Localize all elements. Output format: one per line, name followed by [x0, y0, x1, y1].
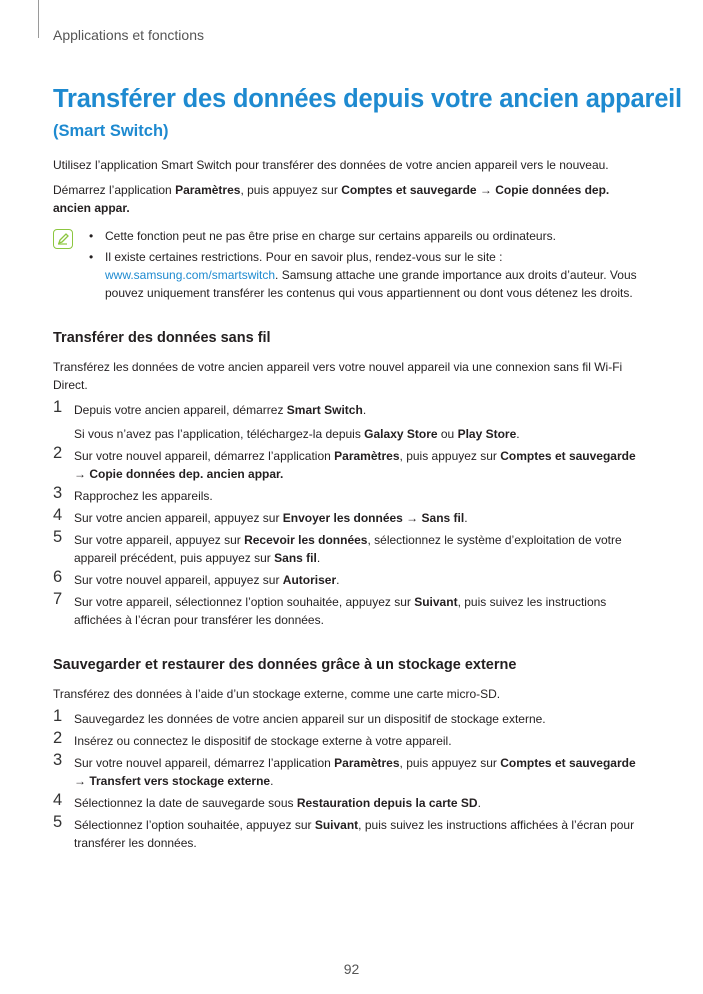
section-heading-external: Sauvegarder et restaurer des données grâce à un stockage externe — [53, 657, 517, 673]
step-number: 3 — [53, 751, 63, 769]
running-header: Applications et fonctions — [53, 27, 204, 43]
header-rule — [38, 0, 39, 38]
step-body — [74, 794, 650, 812]
intro-text: Démarrez l’application — [53, 183, 176, 197]
step-bold-text: Sans fil — [274, 551, 317, 565]
step-bold-text: Restauration depuis la carte SD — [296, 796, 478, 810]
step-bold-text: Autoriser — [282, 573, 337, 587]
step-text: Sur votre nouvel appareil, appuyez sur — [74, 573, 283, 587]
step-text: , sélectionnez le système d’exploitation de votre appareil précédent, puis appuyez sur — [74, 533, 622, 565]
step-text: . — [464, 511, 468, 525]
step-number: 4 — [53, 791, 63, 809]
section-intro-external: Transférez des données à l’aide d’un stockage externe, comme une carte micro-SD. — [53, 687, 501, 701]
step-number: 5 — [53, 528, 63, 546]
step-text: Sur votre appareil, appuyez sur — [74, 533, 245, 547]
step-bold-text: Paramètres — [334, 756, 400, 770]
step-item — [53, 813, 650, 852]
step-item — [53, 729, 650, 750]
step-text: Sélectionnez la date de sauvegarde sous — [74, 796, 297, 810]
step-number: 3 — [53, 484, 63, 502]
step-number: 4 — [53, 506, 63, 524]
step-bold-text: Comptes et sauvegarde → Transfert vers stockage externe — [74, 756, 636, 788]
step-item — [53, 590, 650, 629]
step-text: Sauvegardez les données de votre ancien appareil sur un dispositif de stockage externe. — [74, 712, 546, 726]
step-body — [74, 531, 650, 567]
intro-instructions — [53, 181, 650, 217]
step-number: 6 — [53, 568, 63, 586]
note-bullet: • Cette fonction peut ne pas être prise en charge sur certains appareils ou ordinateurs. — [89, 229, 556, 243]
step-bold-text: Suivant — [414, 595, 458, 609]
step-number: 1 — [53, 707, 63, 725]
note-text: Il existe certaines restrictions. Pour en savoir plus, rendez-vous sur le site : — [105, 250, 503, 264]
step-text: Sélectionnez l’option souhaitée, appuyez sur — [74, 818, 315, 832]
intro-bold-path: Comptes et sauvegarde → Copie données dep. ancien appar. — [53, 183, 610, 215]
step-text: Sur votre nouvel appareil, démarrez l’application — [74, 756, 335, 770]
step-item — [53, 444, 650, 483]
step-text: , puis appuyez sur — [399, 449, 501, 463]
step-bold-text: Envoyer les données → Sans fil — [282, 511, 465, 525]
step-number: 1 — [53, 398, 63, 416]
steps-list-wireless — [53, 398, 650, 629]
step-bold-text: Comptes et sauvegarde → Copie données dep. ancien appar. — [74, 449, 636, 481]
step-subtext — [74, 425, 650, 443]
step-number: 2 — [53, 444, 63, 462]
note-text: Cette fonction peut ne pas être prise en charge sur certains appareils ou ordinateurs. — [105, 229, 556, 243]
step-item — [53, 707, 650, 728]
step-text: ou — [437, 427, 458, 441]
step-text: Si vous n’avez pas l’application, téléchargez-la depuis — [74, 427, 365, 441]
step-text: Rapprochez les appareils. — [74, 489, 213, 503]
note-icon — [53, 229, 73, 249]
step-item — [53, 751, 650, 790]
step-text: . — [477, 796, 481, 810]
step-body — [74, 816, 650, 852]
steps-list-external — [53, 707, 650, 852]
intro-text: , puis appuyez sur — [240, 183, 342, 197]
step-text: , puis appuyez sur — [399, 756, 501, 770]
step-text: Sur votre nouvel appareil, démarrez l’application — [74, 449, 335, 463]
step-bold-text: Smart Switch — [286, 403, 363, 417]
step-body — [74, 732, 650, 750]
page-subtitle: (Smart Switch) — [53, 122, 169, 140]
section-intro-wireless: Transférez les données de votre ancien appareil vers votre nouvel appareil via une connexion sans fil Wi-Fi Direct. — [53, 360, 623, 392]
page-content — [53, 82, 682, 856]
step-bold-text: Suivant — [314, 818, 359, 832]
step-text: . — [316, 551, 321, 565]
section-heading-wireless: Transférer des données sans fil — [53, 330, 271, 346]
step-text: Insérez ou connectez le dispositif de stockage externe à votre appareil. — [74, 734, 452, 748]
step-number: 7 — [53, 590, 63, 608]
step-body — [74, 509, 650, 527]
step-number: 5 — [53, 813, 63, 831]
smartswitch-link[interactable]: www.samsung.com/smartswitch — [105, 268, 276, 282]
step-text: Sur votre appareil, sélectionnez l’option souhaitée, appuyez sur — [74, 595, 415, 609]
intro-bold-settings: Paramètres — [175, 183, 241, 197]
note-box — [53, 227, 650, 302]
step-text: . — [270, 774, 274, 788]
step-item — [53, 791, 650, 812]
step-item — [53, 506, 650, 527]
step-bold-text: Galaxy Store — [364, 427, 438, 441]
step-text: . — [362, 403, 367, 417]
step-bold-text: Recevoir les données — [244, 533, 368, 547]
step-item — [53, 568, 650, 589]
step-item — [53, 528, 650, 567]
step-body — [74, 447, 650, 483]
step-item — [53, 398, 650, 443]
step-text: , puis suivez les instructions affichées à l’écran pour transférer les données. — [74, 818, 635, 850]
step-item — [53, 484, 650, 505]
note-text: . Samsung attache une grande importance aux droits d’auteur. Vous pouvez uniquement transférer les contenus qui vous appartiennent ou dont vous détenez les droits. — [105, 268, 637, 300]
note-list — [87, 227, 650, 302]
step-body — [74, 401, 650, 419]
step-text: . — [336, 573, 340, 587]
step-body — [74, 754, 650, 790]
note-bullet: • Il existe certaines restrictions. Pour en savoir plus, rendez-vous sur le site : www.samsung.com/smartswitch. Samsung attache une grande importance aux droits d’auteur. Vous pouvez uniquement transférer les contenus qui vous appartiennent ou dont vous détenez les droits. — [89, 250, 637, 300]
intro-paragraph: Utilisez l’application Smart Switch pour transférer des données de votre ancien appareil vers le nouveau. — [53, 158, 609, 172]
step-bold-text: Play Store — [457, 427, 517, 441]
step-body — [74, 593, 650, 629]
page-number: 92 — [343, 961, 360, 977]
step-bold-text: Paramètres — [334, 449, 400, 463]
step-body — [74, 487, 650, 505]
step-text: , puis suivez les instructions affichées à l’écran pour transférer les données. — [74, 595, 607, 627]
step-body — [74, 710, 650, 728]
step-number: 2 — [53, 729, 63, 747]
step-text: . — [516, 427, 520, 441]
step-body — [74, 571, 650, 589]
step-text: Depuis votre ancien appareil, démarrez — [74, 403, 287, 417]
page-title: Transférer des données depuis votre ancien appareil — [53, 85, 682, 113]
step-text: Sur votre ancien appareil, appuyez sur — [74, 511, 283, 525]
